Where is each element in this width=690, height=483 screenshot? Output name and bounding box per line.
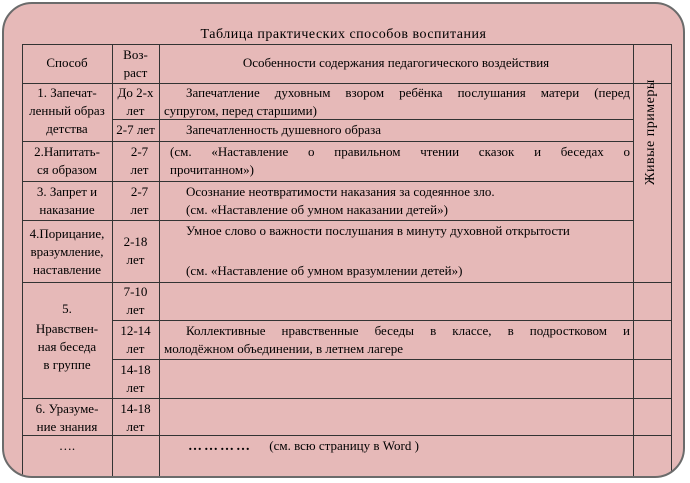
header-content: Особенности содержания педагогического воздействия <box>242 55 550 70</box>
grid-line <box>22 44 671 45</box>
row1-sub2-age: 2-7 лет <box>116 122 155 137</box>
row2-text: (см. «Наставление о правильном чтении сказок и беседах о прочитанном») <box>170 144 630 177</box>
row7-method: …. <box>58 438 76 453</box>
grid-line <box>633 44 634 478</box>
row5-sub3-age: 14-18 лет <box>120 362 151 395</box>
row3-method: 3. Запрет и наказание <box>36 184 98 217</box>
row5-sub2-age: 12-14 лет <box>120 323 151 356</box>
ellipsis-dots: ………… <box>188 439 252 454</box>
row5-method: 5. Нравствен- ная беседа в группе <box>35 301 99 372</box>
row6-age: 14-18 лет <box>120 401 151 434</box>
row3-age: 2-7 лет <box>130 184 149 217</box>
row7-content <box>188 437 628 456</box>
table-title: Таблица практических способов воспитания <box>200 27 487 42</box>
row2-age: 2-7 лет <box>130 144 149 177</box>
row4-method: 4.Порицание, вразумление, наставление <box>29 226 105 277</box>
header-method: Способ <box>46 55 88 70</box>
row1-sub1-text: Запечатление духовным взором ребёнка послушания матери (перед супругом, перед старшими) <box>164 85 630 118</box>
row5-sub2-text: Коллективные нравственные беседы в классе, в подростковом и молодёжном объединении, в летнем лагере <box>164 323 630 356</box>
row5-sub1-age: 7-10 лет <box>123 284 148 317</box>
grid-line <box>112 359 671 360</box>
row1-sub1-age: До 2-х лет <box>117 85 154 118</box>
header-examples: Живые примеры <box>643 79 658 185</box>
grid-line <box>112 320 671 321</box>
header-age: Воз- раст <box>123 47 148 80</box>
word-note: (см. всю страницу в Word ) <box>269 438 419 453</box>
grid-line <box>22 181 633 182</box>
grid-line <box>22 220 633 221</box>
row1-sub2-text: Запечатленность душевного образа <box>186 122 382 137</box>
grid-line <box>671 44 672 478</box>
grid-line <box>22 398 671 399</box>
row3-text: Осознание неотвратимости наказания за содеянное зло. (см. «Наставление об умном наказании детей») <box>186 184 495 217</box>
row6-method: 6. Уразуме- ние знания <box>35 401 99 434</box>
row1-method: 1. Запечат- ленный образ детства <box>29 85 105 136</box>
grid-line <box>22 141 633 142</box>
grid-line <box>159 44 160 478</box>
row2-method: 2.Напитать- ся образом <box>34 144 100 177</box>
row4-age: 2-18 лет <box>123 234 148 267</box>
row4-text-2: (см. «Наставление об умном вразумлении детей») <box>186 263 463 278</box>
row4-text-1: Умное слово о важности послушания в минуту духовной открытости <box>186 223 570 238</box>
table-card <box>2 2 685 478</box>
